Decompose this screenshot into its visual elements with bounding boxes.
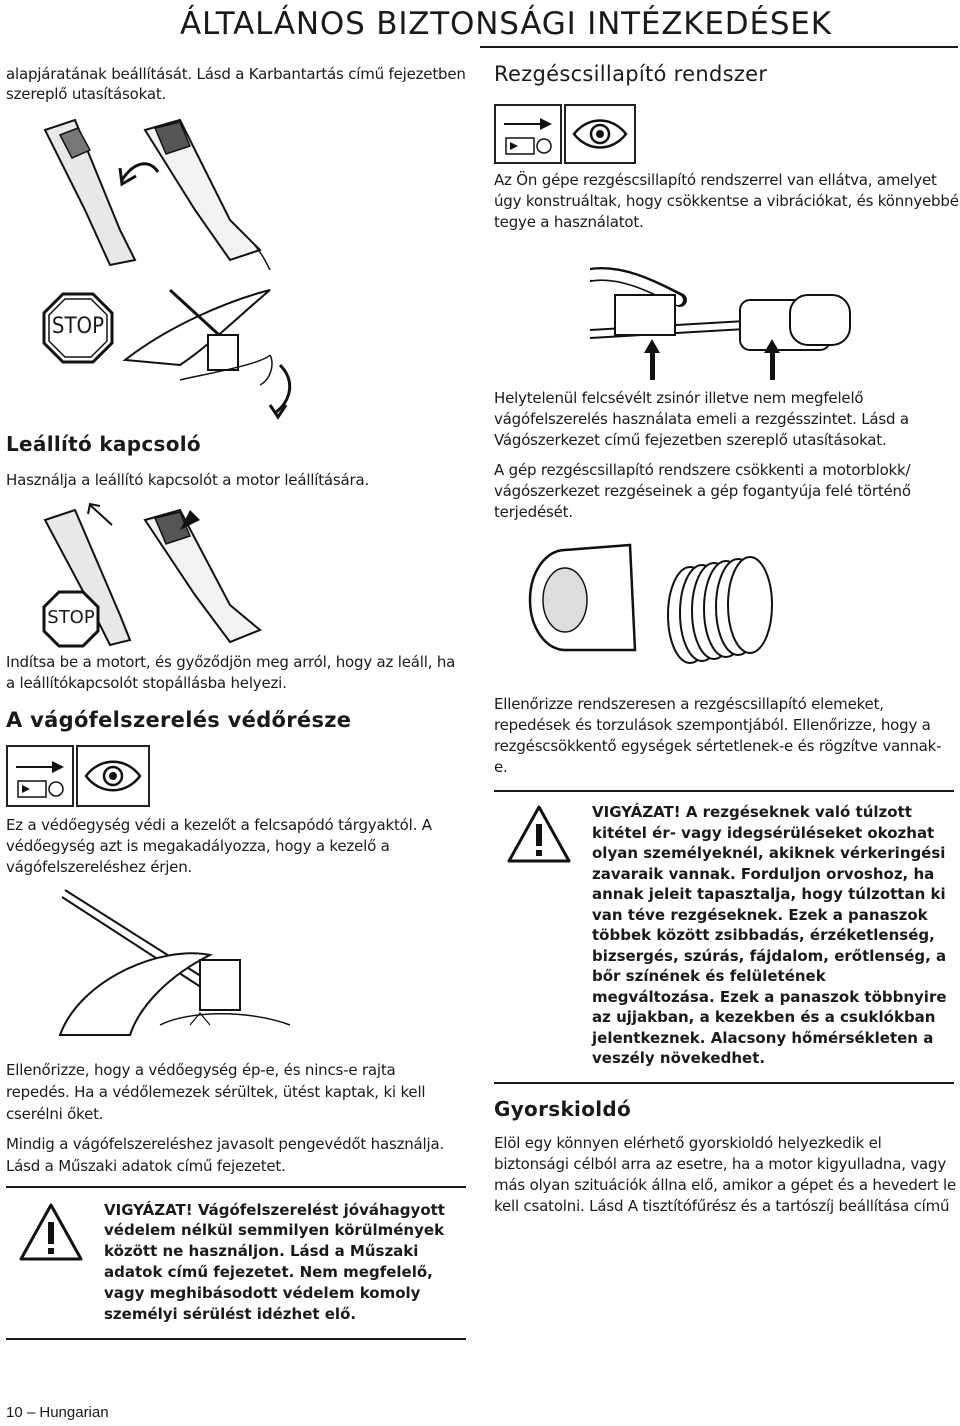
vib-p1-line-1: Az Ön gépe rezgéscsillapító rendszerrel van ellátva, amelyet <box>494 171 937 189</box>
warning-line: veszély növekedhet. <box>592 1049 766 1067</box>
stop-sign-icon <box>42 590 100 648</box>
warning-line: VIGYÁZAT! A rezgéseknek való túlzott <box>592 803 912 821</box>
vib-p1-line-2: úgy konstruáltak, hogy csökkentse a vibrációkat, és könnyebbé <box>494 192 959 210</box>
header-rule <box>480 46 958 48</box>
guard-p3-line-2: Lásd a Műszaki adatok című fejezetet. <box>6 1157 286 1175</box>
warning-line: bizsergés, szúrás, fájdalom, erőtlenség, a <box>592 946 947 965</box>
start-check-line-2: a leállítókapcsolót stopállásba helyezi. <box>6 674 287 692</box>
guard-p1-line-3: vágófelszereléshez érjen. <box>6 858 193 876</box>
warning-line-1: VIGYÁZAT! Vágófelszerelést jóváhagyott <box>104 1201 445 1219</box>
guard-p1-line-2: védőegység azt is megakadályozza, hogy a kezelő a <box>6 837 390 855</box>
stop-switch-text: Használja a leállító kapcsolót a motor leállítására. <box>6 471 370 489</box>
stop-switch-heading: Leállító kapcsoló <box>6 432 201 456</box>
stop-sign-label: STOP <box>47 607 95 628</box>
trimmer-head-illustration <box>120 285 305 420</box>
eye-protection-icon <box>564 104 636 164</box>
vibration-heading: Rezgéscsillapító rendszer <box>494 62 768 86</box>
vib-p4-line-4: e. <box>494 758 508 776</box>
page-number: 10 – Hungarian <box>6 1404 109 1421</box>
warning-triangle-icon <box>506 804 572 864</box>
warning-line: zavaraik vannak. Forduljon orvoshoz, ha <box>592 864 935 883</box>
start-check-line-1: Indítsa be a motort, és győződjön meg arról, hogy az leáll, ha <box>6 653 456 671</box>
warning-line: annak jeleit tapasztalja, hogy túlzottan ki <box>592 885 946 903</box>
warning-line: kitétel ér- vagy idegsérüléseket okozhat <box>592 823 935 842</box>
stop-sign-icon <box>42 292 114 364</box>
qr-line-4: kell csatolni. Lásd A tisztítófűrész és a tartószíj beállítása című <box>494 1197 950 1215</box>
warning-line: jelentkeznek. Alacsony hőmérsékleten a <box>592 1028 934 1047</box>
eye-protection-icon <box>76 745 150 807</box>
guard-p2-line-2: repedés. Ha a védőlemezek sérültek, ütést kaptak, ki kell <box>6 1083 426 1101</box>
warning-line: az ujjakban, a kezekben és a csuklókban <box>592 1008 936 1026</box>
warning-line: van téve rezgéseknek. Ezek a panaszok <box>592 905 928 924</box>
guard-p1-line-1: Ez a védőegység védi a kezelőt a felcsapódó tárgyaktól. A <box>6 816 432 834</box>
vib-p4-line-3: rezgéscsökkentő egységek sértetlenek-e és rögzítve vannak- <box>494 737 942 755</box>
warning-line: többek között zsibbadás, érzéketlenség, <box>592 926 935 944</box>
intro-line-1: alapjáratának beállítását. Lásd a Karbantartás című fejezetben <box>6 65 466 83</box>
qr-line-1: Elöl egy könnyen elérhető gyorskioldó helyezkedik el <box>494 1134 882 1152</box>
vib-p2-line-1: Helytelenül felcsévélt zsinór illetve nem megfelelő <box>494 389 864 407</box>
vib-p4-line-2: repedések és torzulások szempontjából. Ellenőrizze, hogy a <box>494 716 931 734</box>
vib-p3-line-1: A gép rezgéscsillapító rendszere csökkenti a motorblokk/ <box>494 461 911 479</box>
guard-p2-line-1: Ellenőrizze, hogy a védőegység ép-e, és nincs-e rajta <box>6 1061 396 1079</box>
read-manual-icon <box>494 104 562 164</box>
vib-p3-line-3: terjedését. <box>494 503 573 521</box>
stop-sign-label: STOP <box>51 314 105 339</box>
warning-box-guard <box>6 1186 466 1340</box>
warning-line-2: védelem nélkül semmilyen körülmények <box>104 1221 445 1239</box>
handle-illustration-top <box>30 110 280 270</box>
warning-line-3: között ne használjon. Lásd a Műszaki <box>104 1242 419 1260</box>
vib-p2-line-2: vágófelszerelés használata emeli a rezgésszintet. Lásd a <box>494 410 909 428</box>
quick-release-heading: Gyorskioldó <box>494 1097 632 1121</box>
blade-guard-illustration <box>50 885 300 1045</box>
guard-heading: A vágófelszerelés védőrésze <box>6 708 352 732</box>
read-manual-icon <box>6 745 74 807</box>
warning-text-block <box>592 802 947 1069</box>
vib-p2-line-3: Vágószerkezet című fejezetben szereplő utasításokat. <box>494 431 887 449</box>
page-title: ÁLTALÁNOS BIZTONSÁGI INTÉZKEDÉSEK <box>180 6 832 42</box>
warning-line-4: adatok című fejezetet. Nem megfelelő, <box>104 1263 433 1281</box>
qr-line-3: más olyan szituációk állna elő, amikor a gépet és a hevedert le <box>494 1176 956 1194</box>
vib-p4-line-1: Ellenőrizze rendszeresen a rezgéscsillapító elemeket, <box>494 695 884 713</box>
vib-p3-line-2: vágószerkezet rezgéseinek a gép fogantyúja felé történő <box>494 482 911 500</box>
vib-p1-line-3: tegye a használatot. <box>494 213 644 231</box>
warning-line-6: személyi sérülést idézhet elő. <box>104 1305 357 1323</box>
warning-triangle-icon <box>18 1202 84 1262</box>
warning-line: megváltozása. Ezek a panaszok többnyire <box>592 987 947 1006</box>
trimmer-body-illustration <box>590 235 860 385</box>
warning-line-5: vagy meghibásodott védelem komoly <box>104 1284 421 1302</box>
vibration-damper-illustration <box>520 540 780 680</box>
guard-p2-line-3: cserélni őket. <box>6 1105 104 1123</box>
warning-line: bőr színének és felületének <box>592 967 826 985</box>
guard-p3-line-1: Mindig a vágófelszereléshez javasolt pengevédőt használja. <box>6 1135 445 1153</box>
warning-line: olyan személyeknél, akiknek vérkeringési <box>592 844 946 862</box>
qr-line-2: biztonsági célból arra az esetre, ha a motor kigyulladna, vagy <box>494 1155 946 1173</box>
intro-line-2: szereplő utasításokat. <box>6 85 167 103</box>
